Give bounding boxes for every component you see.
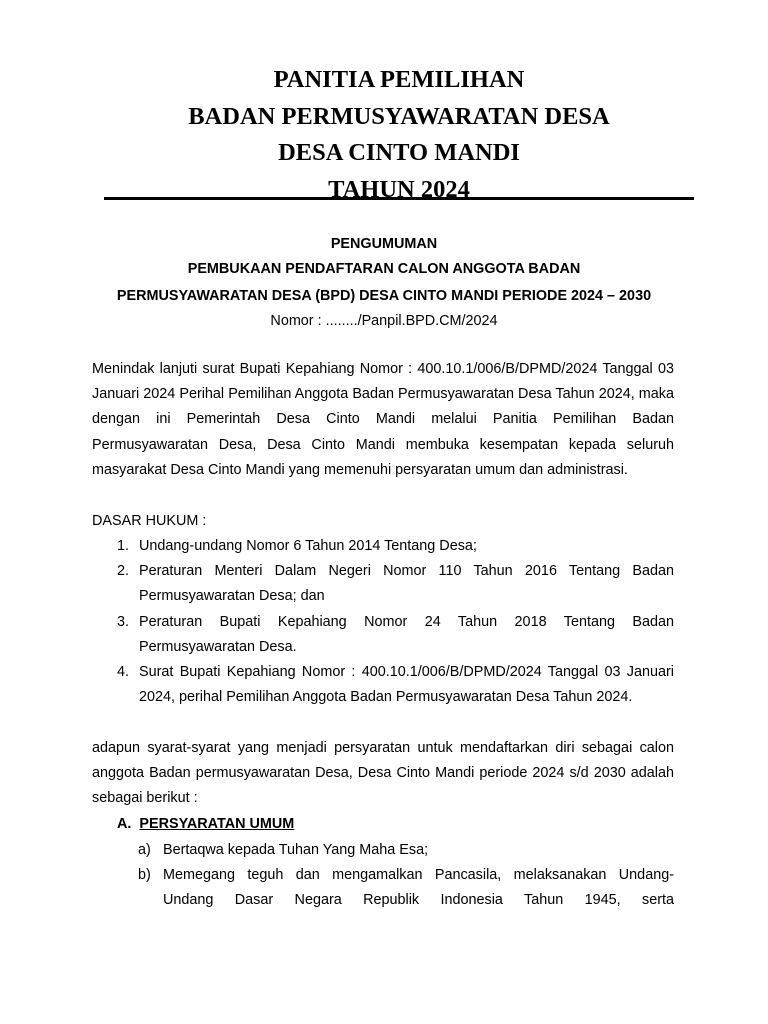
section-a-list [138,838,674,914]
list-text: Bertaqwa kepada Tuhan Yang Maha Esa; [163,842,429,858]
list-number: 4. [117,664,130,681]
section-a-label: PERSYARATAN UMUM [139,816,295,832]
header-line-1: PANITIA PEMILIHAN [273,66,525,93]
list-text: Undang-undang Nomor 6 Tahun 2014 Tentang Desa; [139,538,477,554]
list-number: 2. [117,563,130,580]
announcement-title: PENGUMUMAN [330,236,438,252]
list-item [117,534,674,559]
list-item [138,838,674,863]
header-divider [104,197,694,200]
list-text: Surat Bupati Kepahiang Nomor : 400.10.1/006/B/DPMD/2024 Tanggal 03 Januari 2024, perihal Pemilihan Anggota Badan Permusyawaratan Desa Tahun 2024. [139,664,674,706]
list-item [117,559,674,609]
announcement-subtitle-1: PEMBUKAAN PENDAFTARAN CALON ANGGOTA BADAN [187,261,581,277]
intro-paragraph [92,357,674,483]
list-text: Memegang teguh dan mengamalkan Pancasila, melaksanakan Undang-Undang Dasar Negara Republik Indonesia Tahun 1945, serta [163,867,674,909]
header-line-4: TAHUN 2024 [328,175,470,203]
document-header [104,62,694,208]
header-line-2: BADAN PERMUSYAWARATAN DESA [188,102,610,130]
announcement-subtitle-2: PERMUSYAWARATAN DESA (BPD) DESA CINTO MANDI PERIODE 2024 – 2030 [116,288,652,304]
list-item [138,863,674,913]
section-a-letter: A. [117,816,132,832]
list-letter: a) [138,842,151,858]
section-a-heading [117,812,294,837]
legal-basis-heading: DASAR HUKUM : [92,513,207,529]
list-text: Peraturan Bupati Kepahiang Nomor 24 Tahun 2018 Tentang Badan Permusyawaratan Desa. [139,613,674,655]
legal-basis-list [117,534,674,710]
list-number: 3. [117,613,130,630]
list-text: Peraturan Menteri Dalam Negeri Nomor 110 Tahun 2016 Tentang Badan Permusyawaratan Desa; dan [139,563,674,605]
requirements-text: adapun syarat-syarat yang menjadi persyaratan untuk mendaftarkan diri sebagai calon anggota Badan permusyawaratan Desa, Desa Cinto Mandi periode 2024 s/d 2030 adalah sebagai berikut : [92,740,674,807]
list-item [117,660,674,710]
list-number: 1. [117,538,130,554]
list-letter: b) [138,867,151,884]
list-item [117,610,674,660]
intro-text: Menindak lanjuti surat Bupati Kepahiang Nomor : 400.10.1/006/B/DPMD/2024 Tanggal 03 Januari 2024 Perihal Pemilihan Anggota Badan Permusyawaratan Desa Tahun 2024, maka dengan ini Pemerintah Desa Cinto Mandi melalui Panitia Pemilihan Badan Permusyawaratan Desa, Desa Cinto Mandi membuka kesempatan kepada seluruh masyarakat Desa Cinto Mandi yang memenuhi persyaratan umum dan administrasi. [92,361,674,478]
requirements-paragraph [92,736,674,812]
announcement-number: Nomor : ......../Panpil.BPD.CM/2024 [270,313,498,329]
header-line-3: DESA CINTO MANDI [278,139,520,166]
